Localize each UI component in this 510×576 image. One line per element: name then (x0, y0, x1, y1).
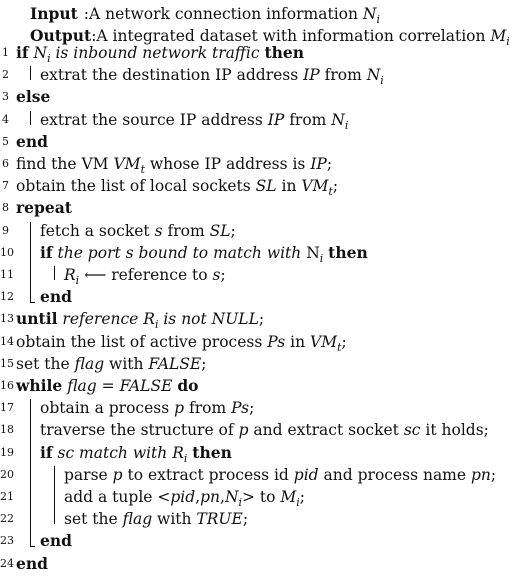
line-text: obtain the list of active process Ps in $VM_t$; (16, 332, 347, 354)
line-number: 21 (0, 490, 14, 503)
line-text: if $N_i$ is inbound network traffic then (16, 43, 305, 66)
algorithm-line (0, 263, 480, 287)
input-text: :A network connection information (83, 5, 358, 23)
algorithm-line (0, 219, 480, 243)
line-number: 13 (0, 312, 14, 326)
line-text: if sc match with $R_i$ then (40, 442, 232, 465)
line-number: 18 (0, 423, 14, 437)
line-number: 4 (2, 112, 9, 126)
line-number: 8 (2, 201, 9, 215)
line-text: extrat the destination IP address IP from $N_i$ (40, 66, 384, 88)
algorithm-line (0, 196, 480, 220)
line-number: 16 (0, 379, 14, 392)
algorithm-line (0, 63, 480, 87)
line-number: 1 (2, 46, 9, 59)
block-bar (30, 222, 31, 303)
block-tick (30, 302, 35, 303)
line-number: 11 (0, 268, 14, 281)
line-text: add a tuple $<pid,pn,N_i>$ to $M_i$; (64, 488, 305, 510)
line-text: set the flag with FALSE; (16, 354, 207, 373)
line-text: end (16, 131, 48, 151)
line-number: 15 (0, 356, 14, 370)
algorithm-line (0, 174, 480, 198)
output-var: M (490, 27, 507, 45)
output-label: Output (30, 26, 92, 45)
block-bar (54, 266, 55, 280)
input-var: N (362, 5, 377, 23)
algorithm-line (0, 352, 480, 376)
block-bar (30, 111, 31, 125)
algorithm-line (0, 441, 480, 465)
line-text: traverse the structure of p and extract socket sc it holds; (40, 421, 489, 440)
line-text: parse p to extract process id pid and process name pn; (64, 465, 497, 484)
algorithm-line (0, 396, 480, 420)
line-text: find the VM $VM_t$ whose IP address is IP; (16, 155, 333, 177)
line-text: obtain a process p from Ps; (40, 399, 255, 418)
block-bar (54, 466, 55, 524)
algorithm-line (0, 552, 480, 576)
line-number: 6 (2, 157, 9, 170)
line-text: if the port s bound to match with $N_i$ then (40, 242, 368, 265)
line-text: end (40, 531, 72, 551)
algorithm-line (0, 108, 480, 132)
algorithm-line (0, 85, 480, 109)
input-sub: i (376, 13, 380, 27)
algorithm-line (0, 241, 480, 265)
line-text: $R_i$ ⟵ reference to s; (64, 266, 226, 288)
line-number: 2 (2, 68, 9, 82)
line-text: until reference $R_i$ is not NULL; (16, 309, 265, 332)
line-text: repeat (16, 198, 72, 218)
line-number: 5 (2, 134, 9, 148)
line-number: 9 (2, 223, 9, 237)
input-label: Input (30, 4, 78, 23)
line-text: else (16, 87, 51, 107)
algorithm-line (0, 418, 489, 442)
output-sub: i (506, 35, 510, 49)
algorithm-line (0, 507, 480, 531)
algorithm-line (0, 330, 480, 354)
line-number: 17 (0, 401, 14, 415)
algorithm-line (0, 41, 480, 65)
block-bar (30, 66, 31, 80)
line-number: 10 (0, 245, 14, 259)
line-number: 19 (0, 445, 14, 459)
algorithm-line (0, 485, 480, 509)
algorithm-line (0, 130, 480, 154)
algorithm-line (0, 529, 480, 553)
line-text: end (16, 553, 48, 573)
algorithm-line (0, 152, 480, 176)
line-text: fetch a socket s from SL; (40, 221, 236, 240)
line-number: 24 (0, 556, 14, 570)
line-number: 14 (0, 334, 14, 348)
algorithm-line (0, 285, 480, 309)
line-text: while flag = FALSE do (16, 376, 199, 395)
algorithm-line (0, 374, 480, 398)
line-number: 23 (0, 534, 14, 548)
line-text: end (40, 287, 72, 307)
output-text: :A integrated dataset with information correlation (91, 27, 486, 45)
line-text: set the flag with TRUE; (64, 510, 249, 529)
line-number: 7 (2, 179, 9, 193)
algorithm-line (0, 463, 497, 487)
line-number: 3 (2, 90, 9, 104)
line-number: 22 (0, 512, 14, 526)
block-tick (30, 546, 35, 547)
line-text: obtain the list of local sockets SL in $VM_t$; (16, 177, 339, 199)
line-number: 20 (0, 467, 14, 481)
line-text: extrat the source IP address IP from $N_i$ (40, 110, 349, 132)
algorithm-line (0, 307, 480, 331)
block-bar (30, 399, 31, 546)
line-number: 12 (0, 290, 14, 304)
